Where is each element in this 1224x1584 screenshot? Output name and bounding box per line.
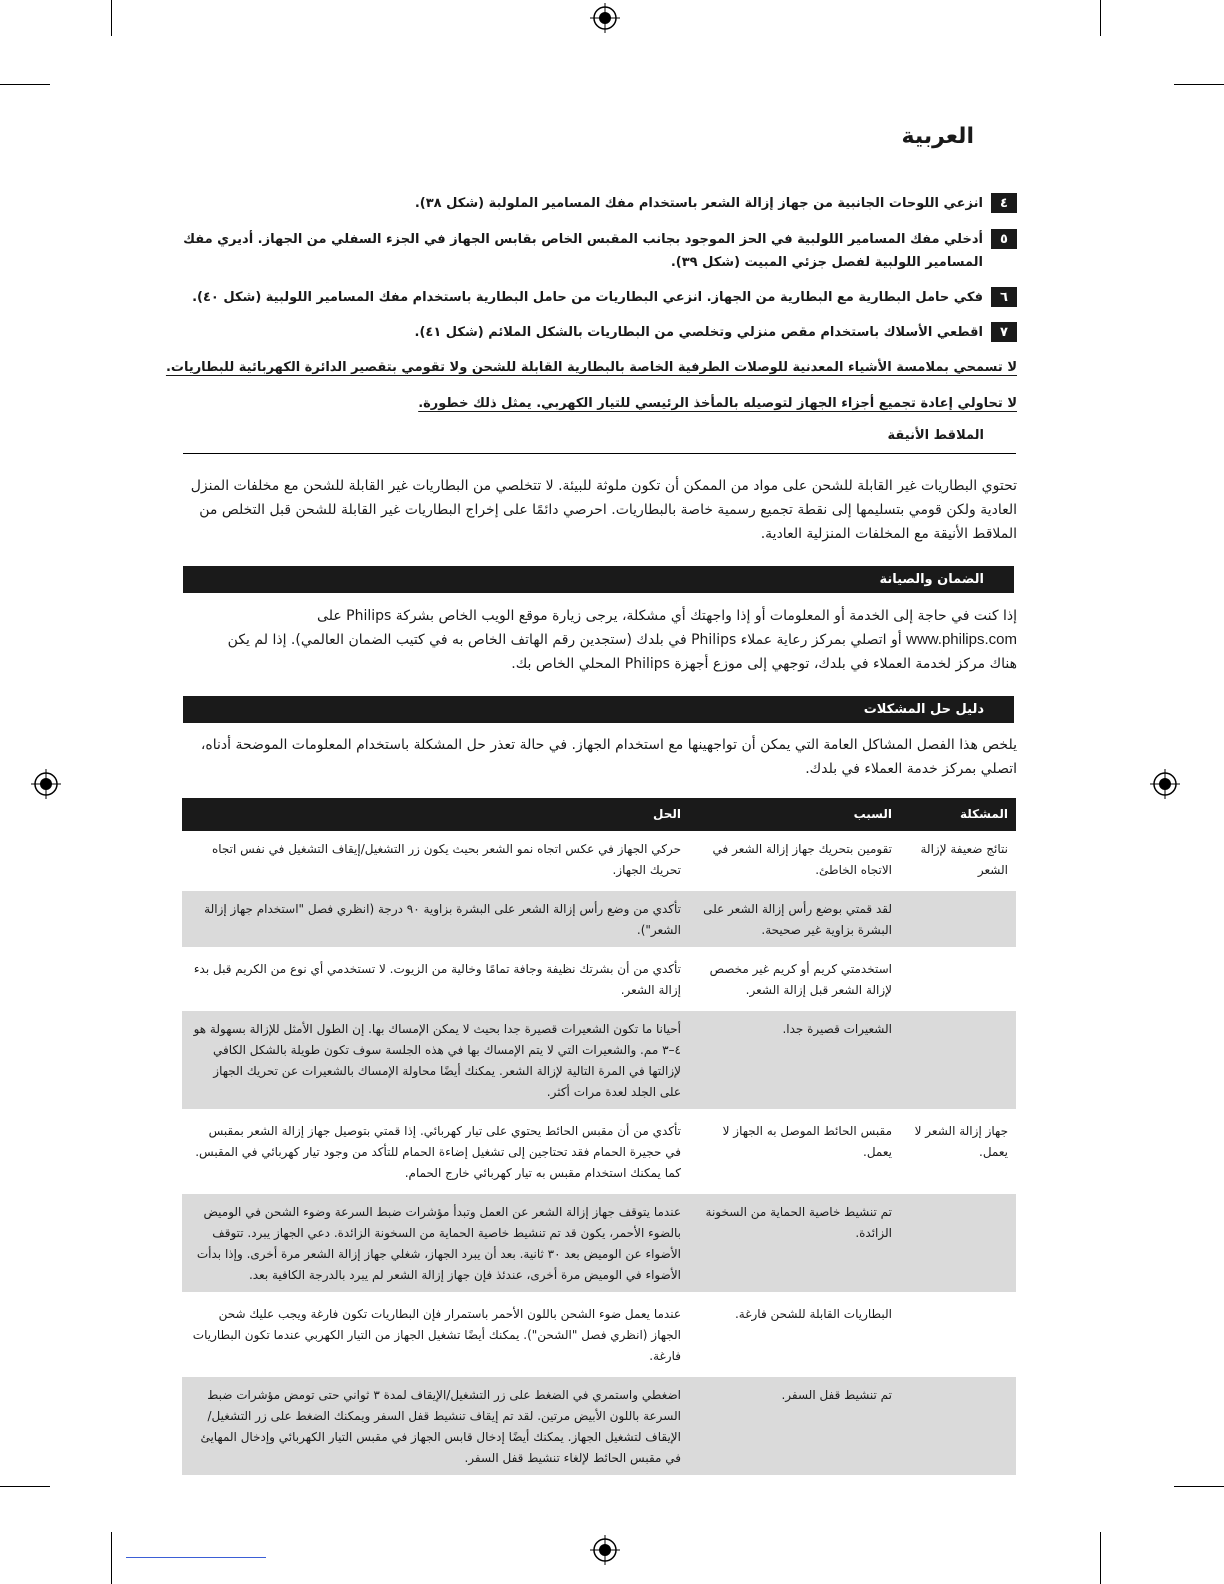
crop-mark-left-top: [0, 84, 50, 85]
step-5: [182, 228, 1017, 274]
cell-problem: نتائج ضعيفة لإزالة الشعر: [900, 831, 1016, 889]
registration-mark-left-icon: [31, 769, 61, 799]
crop-mark-bottom-left: [111, 1532, 112, 1584]
step-text: اقطعي الأسلاك باستخدام مقص منزلي وتخلصي من البطاريات بالشكل الملائم (شكل ٤١).: [414, 325, 983, 340]
step-number: ٤: [991, 193, 1017, 213]
cell-solution: تأكدي من وضع رأس إزالة الشعر على البشرة بزاوية ٩٠ درجة (انظري فصل "استخدام جهاز إزالة الشعر").: [182, 889, 689, 949]
cell-solution: حركي الجهاز في عكس اتجاه نمو الشعر بحيث يكون زر التشغيل/إيقاف التشغيل في نفس اتجاه تحريك الجهاز.: [182, 831, 689, 889]
cell-solution: عندما يعمل ضوء الشحن باللون الأحمر باستمرار فإن البطاريات تكون فارغة ويجب عليك شحن الجهاز (انظري فصل "الشحن"). يمكنك أيضًا تشغيل الجهاز من التيار الكهربي عندما تكون البطاريات فارغة.: [182, 1294, 689, 1375]
crop-mark-left-bottom: [0, 1486, 50, 1487]
crop-mark-top-left: [111, 0, 112, 36]
crop-mark-right-top: [1174, 84, 1224, 85]
troubleshooting-heading: دليل حل المشكلات: [863, 702, 984, 717]
cell-cause: لقد قمتي بوضع رأس إزالة الشعر على البشرة بزاوية غير صحيحة.: [689, 889, 900, 949]
step-text: انزعي اللوحات الجانبية من جهاز إزالة الشعر باستخدام مفك المسامير الملولبة (شكل ٣٨).: [414, 196, 983, 211]
registration-mark-right-icon: [1150, 769, 1180, 799]
step-6: [182, 286, 1017, 309]
cell-problem: جهاز إزالة الشعر لا يعمل.: [900, 1111, 1016, 1192]
crop-mark-top-right: [1100, 0, 1101, 36]
cell-cause: تم تنشيط خاصية الحماية من السخونة الزائدة.: [689, 1192, 900, 1294]
step-4: [182, 192, 1017, 215]
cell-problem: [900, 1375, 1016, 1477]
troubleshooting-intro: يلخص هذا الفصل المشاكل العامة التي يمكن أن تواجهينها مع استخدام الجهاز. في حالة تعذر حل المشكلة باستخدام المعلومات الموضحة أدناه، اتصلي بمركز خدمة العملاء في بلدك.: [200, 737, 1017, 777]
table-row: [182, 1192, 1016, 1294]
cell-problem: [900, 1294, 1016, 1375]
header-cause: السبب: [689, 798, 900, 831]
troubleshooting-heading-bar: [183, 696, 1014, 723]
table-row: [182, 1294, 1016, 1375]
table-row: [182, 1009, 1016, 1111]
cell-cause: الشعيرات قصيرة جدا.: [689, 1009, 900, 1111]
cell-problem: [900, 949, 1016, 1009]
table-row: [182, 831, 1016, 889]
guarantee-line-1: إذا كنت في حاجة إلى الخدمة أو المعلومات أو إذا واجهتك أي مشكلة، يرجى زيارة موقع الويب الخاص بشركة Philips على: [317, 608, 1017, 624]
philips-url-link[interactable]: www.philips.com: [906, 631, 1017, 648]
registration-mark-bottom-icon: [590, 1535, 620, 1565]
cell-cause: استخدمتي كريم أو كريم غير مخصص لإزالة الشعر قبل إزالة الشعر.: [689, 949, 900, 1009]
section-divider: [183, 453, 1016, 454]
cell-solution: أحيانا ما تكون الشعيرات قصيرة جدا بحيث لا يمكن الإمساك بها. إن الطول الأمثل للإزالة بسهولة هو ٤–٣ مم. والشعيرات التي لا يتم الإمساك بها في هذه الجلسة سوف تكون طويلة بالشكل الكافي لإزالتها في المرة التالية لإزالة الشعر. يمكنك أيضًا محاولة الإمساك بالشعيرات عن تحريك الجهاز على الجلد لعدة مرات أكثر.: [182, 1009, 689, 1111]
cell-cause: البطاريات القابلة للشحن فارغة.: [689, 1294, 900, 1375]
step-text: أدخلي مفك المسامير اللولبية في الحز الموجود بجانب المقبس الخاص بقابس الجهاز في الجزء السفلي من الجهاز. أديري مفك المسامير اللولبية لفصل جزئي المبيت (شكل ٣٩).: [183, 232, 983, 270]
cell-solution: تأكدي من أن بشرتك نظيفة وجافة تمامًا وخالية من الزيوت. لا تستخدمي أي نوع من الكريم قبل بدء إزالة الشعر.: [182, 949, 689, 1009]
table-header-row: [182, 798, 1016, 831]
guarantee-heading-bar: [183, 566, 1014, 593]
cell-solution: تأكدي من أن مقبس الحائط يحتوي على تيار كهربائي. إذا قمتي بتوصيل جهاز إزالة الشعر بمقبس في حجيرة الحمام فقد تحتاجين إلى تشغيل إضاءة الحمام للتأكد من وجود تيار كهربائي في المقبس. كما يمكنك استخدام مقبس به تيار كهربائي خارج الحمام.: [182, 1111, 689, 1192]
step-number: ٧: [991, 322, 1017, 342]
cell-cause: مقبس الحائط الموصل به الجهاز لا يعمل.: [689, 1111, 900, 1192]
warning-battery: لا تسمحي بملامسة الأشياء المعدنية للوصلات الطرفية الخاصة بالبطارية القابلة للشحن ولا تقومي بتقصير الدائرة الكهربائية للبطاريات.: [165, 360, 1017, 375]
registration-mark-top-icon: [590, 3, 620, 33]
troubleshooting-table: [182, 798, 1016, 1479]
table-row: [182, 889, 1016, 949]
cell-problem: [900, 889, 1016, 949]
crop-mark-bottom-right: [1100, 1532, 1101, 1584]
cell-solution: اضغطي واستمري في الضغط على زر التشغيل/الإيقاف لمدة ٣ ثواني حتى تومض مؤشرات ضبط السرعة باللون الأبيض مرتين. لقد تم إيقاف تنشيط قفل السفر ويمكنك الضغط على زر التشغيل/الإيقاف لتشغيل الجهاز. يمكنك أيضًا إدخال قابس الجهاز في مقبس التيار الكهربائي وإدخال المهايئ في مقبس الحائط لإلغاء تنشيط قفل السفر.: [182, 1375, 689, 1477]
cell-solution: عندما يتوقف جهاز إزالة الشعر عن العمل وتبدأ مؤشرات ضبط السرعة وضوء الشحن في الوميض بالضوء الأحمر، يكون قد تم تنشيط خاصية الحماية من السخونة الزائدة. دعي الجهاز يبرد. تتوقف الأضواء عن الوميض بعد ٣٠ ثانية. بعد أن يبرد الجهاز، شغلي جهاز إزالة الشعر مرة أخرى. وإذا بدأت الأضواء في الوميض مرة أخرى، عندئذ فإن جهاز إزالة الشعر لم يبرد بالدرجة الكافية بعد.: [182, 1192, 689, 1294]
step-number: ٦: [991, 287, 1017, 307]
cell-cause: تقومين بتحريك جهاز إزالة الشعر في الاتجاه الخاطئ.: [689, 831, 900, 889]
cell-cause: تم تنشيط قفل السفر.: [689, 1375, 900, 1477]
footer-blue-rule: [126, 1557, 266, 1558]
step-text: فكي حامل البطارية مع البطارية من الجهاز. انزعي البطاريات من حامل البطارية باستخدام مفك المسامير اللولبية (شكل ٤٠).: [192, 290, 983, 305]
cell-problem: [900, 1192, 1016, 1294]
guarantee-heading: الضمان والصيانة: [879, 572, 984, 587]
table-row: [182, 1375, 1016, 1477]
language-title: العربية: [901, 124, 974, 149]
table-row: [182, 1111, 1016, 1192]
guarantee-line-3: هناك مركز لخدمة العملاء في بلدك، توجهي إلى موزع أجهزة Philips المحلي الخاص بك.: [511, 656, 1017, 672]
disposal-heading: الملاقط الأنيقة: [887, 428, 984, 443]
table-row: [182, 949, 1016, 1009]
header-problem: المشكلة: [900, 798, 1016, 831]
header-solution: الحل: [182, 798, 689, 831]
step-7: [182, 321, 1017, 344]
step-number: ٥: [991, 229, 1017, 249]
cell-problem: [900, 1009, 1016, 1111]
warning-reassembly: لا تحاولي إعادة تجميع أجزاء الجهاز لتوصيله بالمأخذ الرئيسي للتيار الكهربي. يمثل ذلك خطورة.: [418, 396, 1017, 411]
crop-mark-right-bottom: [1174, 1486, 1224, 1487]
guarantee-body: [182, 604, 1017, 676]
disposal-body: تحتوي البطاريات غير القابلة للشحن على مواد من الممكن أن تكون ملوثة للبيئة. لا تتخلصي من البطاريات غير القابلة للشحن مع مخلفات المنزل العادية ولكن قومي بتسليمها إلى نقطة تجميع رسمية خاصة بالبطاريات. احرصي دائمًا على إخراج البطاريات غير القابلة للشحن قبل التخلص من الملاقط الأنيقة مع المخلفات المنزلية العادية.: [190, 478, 1017, 542]
guarantee-line-2: www.philips.com أو اتصلي بمركز رعاية عملاء Philips في بلدك (ستجدين رقم الهاتف الخاص به في كتيب الضمان العالمي). إذا لم يكن: [227, 631, 1017, 648]
